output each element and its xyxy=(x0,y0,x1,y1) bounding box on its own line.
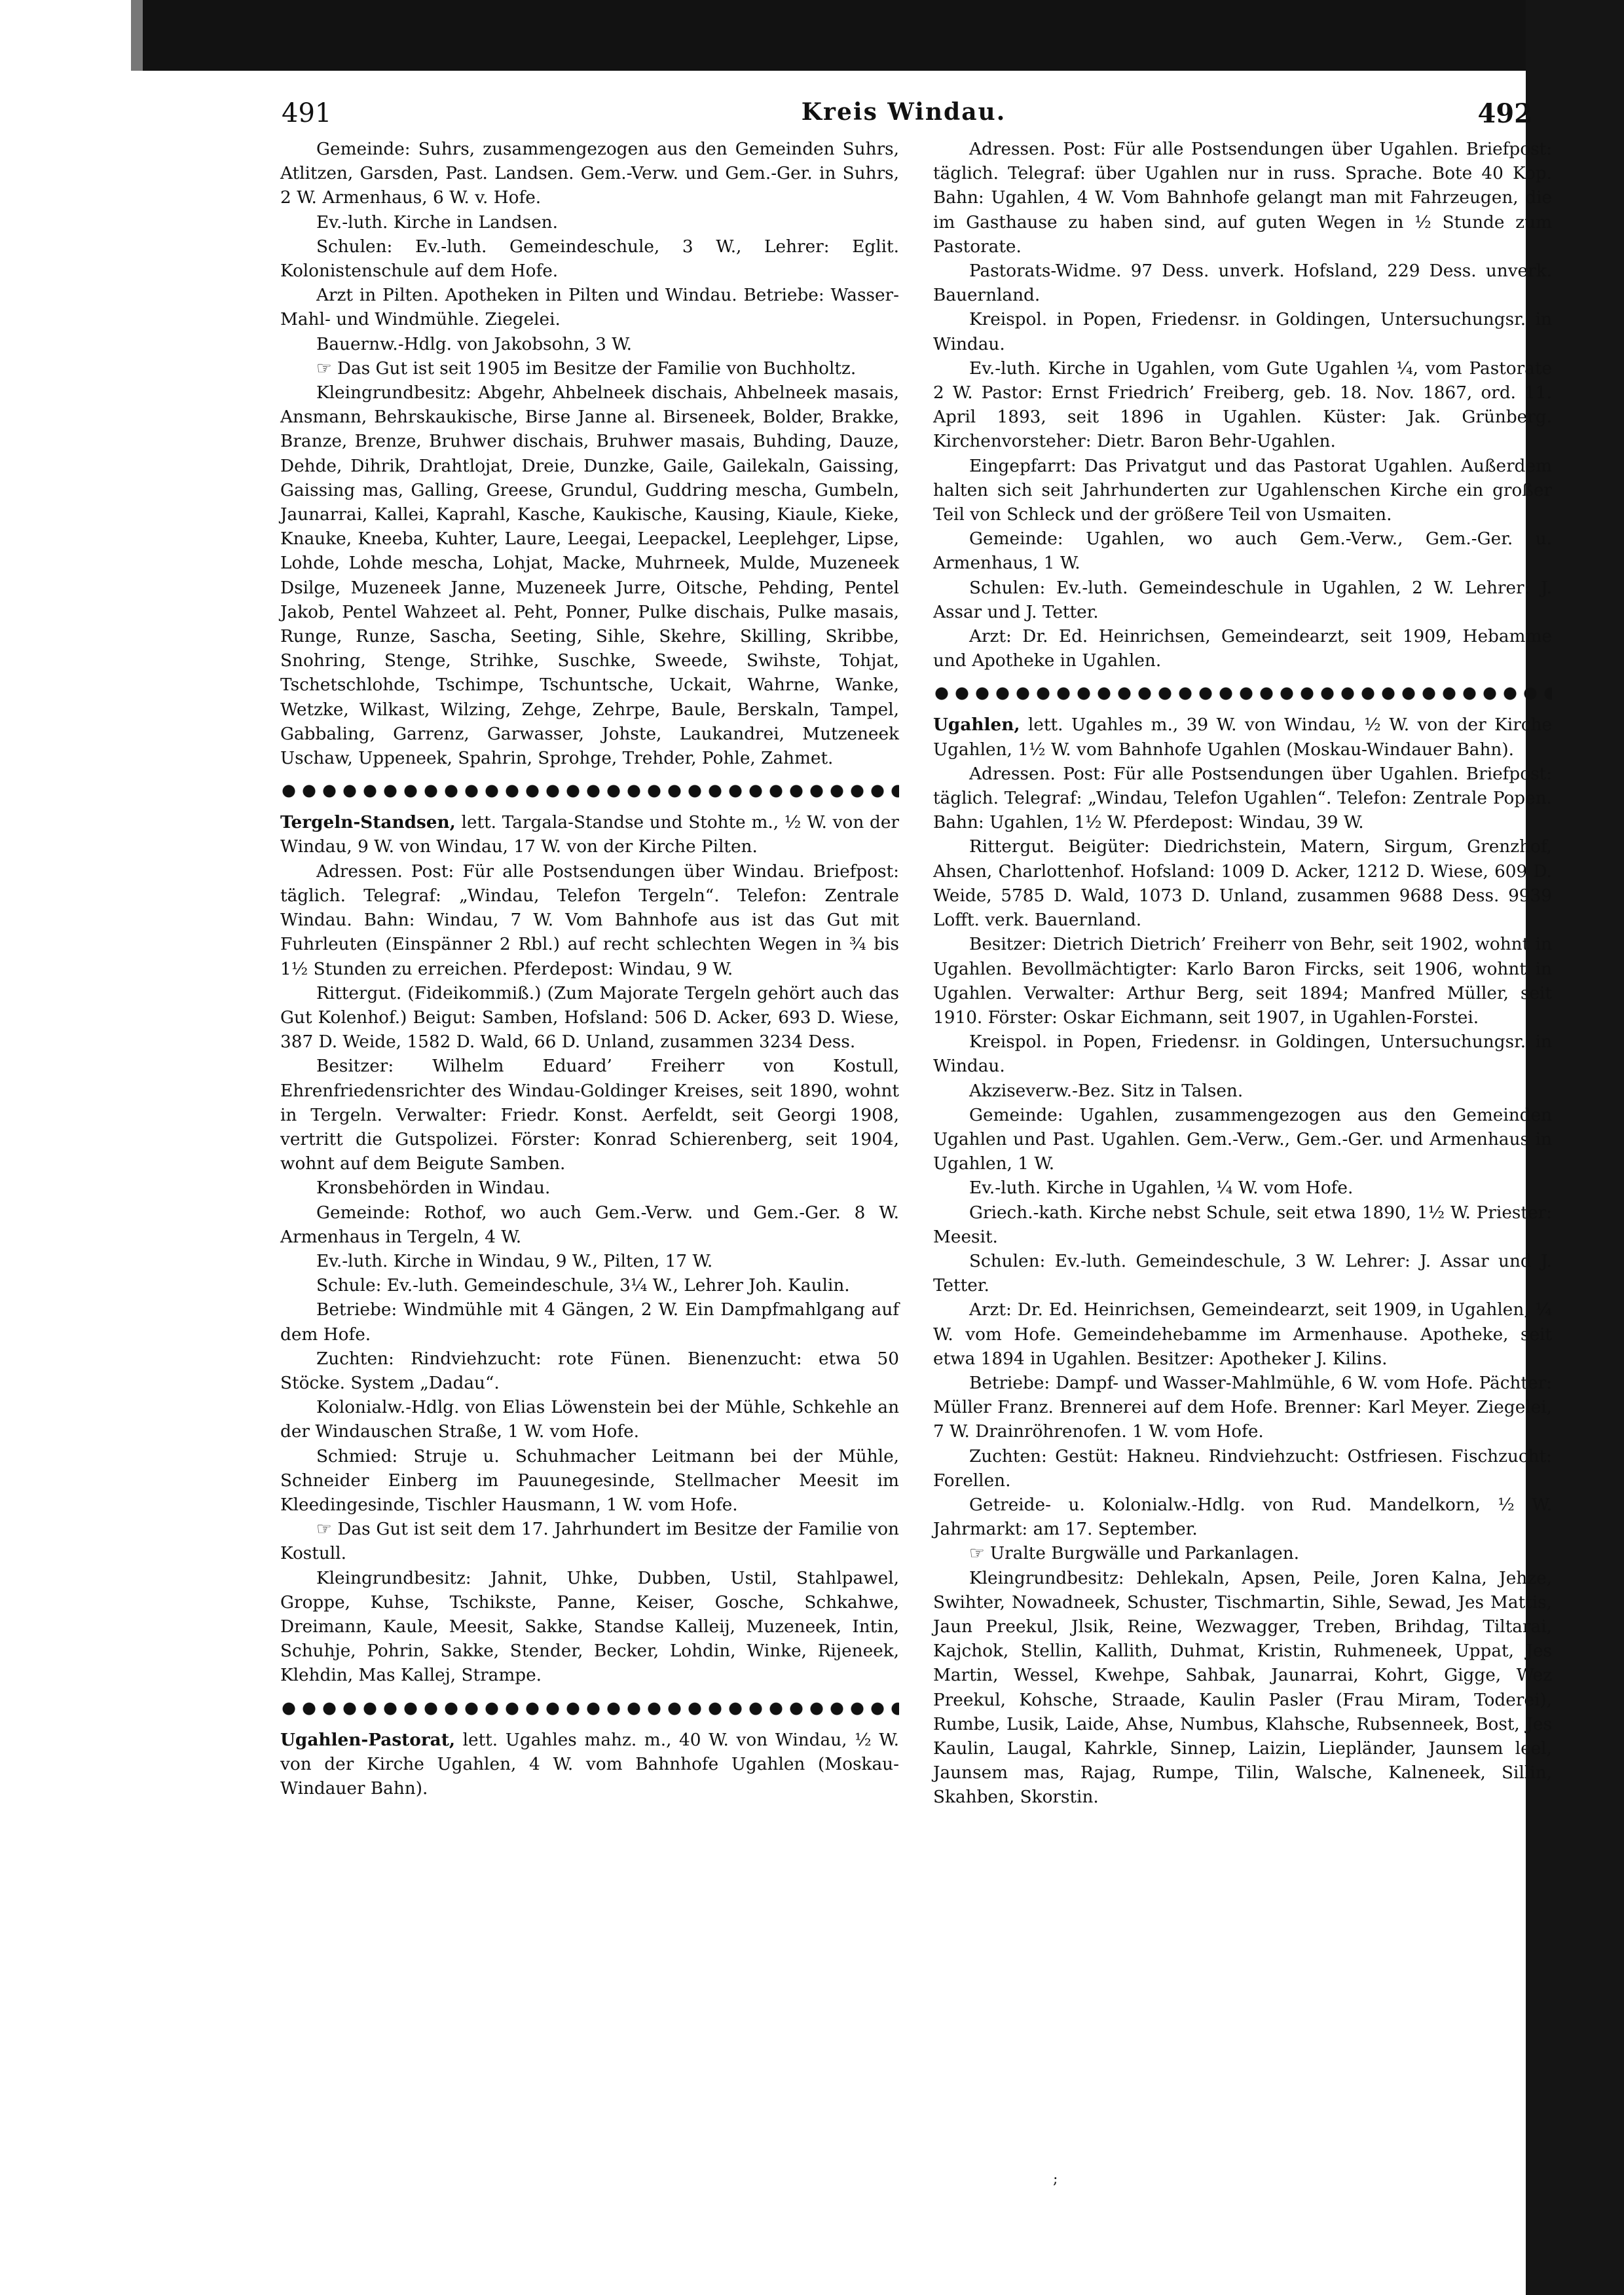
entry-paragraph: Betriebe: Windmühle mit 4 Gängen, 2 W. Ein Dampfmahlgang auf dem Hofe. xyxy=(280,1300,899,1345)
entry-paragraph: Zuchten: Rindviehzucht: rote Fünen. Bienenzucht: etwa 50 Stöcke. System „Dadau“. xyxy=(280,1349,899,1393)
entry-paragraph: Kolonialw.-Hdlg. von Elias Löwenstein bei der Mühle, Schkehle an der Windauschen Straße, 1 W. vom Hofe. xyxy=(280,1398,899,1442)
place-entry xyxy=(280,810,899,859)
scan-dark-border-top xyxy=(143,0,1624,71)
place-description: lett. Ugahles m., 39 W. von Windau, ½ W. von der Kirche Ugahlen, 1½ W. vom Bahnhofe Ugahlen (Moskau-Windauer Bahn). xyxy=(933,715,1552,760)
entry-paragraph: Zuchten: Gestüt: Hakneu. Rindviehzucht: Ostfriesen. Fischzucht: Forellen. xyxy=(933,1446,1552,1491)
place-description: lett. Targala-Standse und Stohte m., ½ W. von der Windau, 9 W. von Windau, 17 W. von der Kirche Pilten. xyxy=(280,813,899,857)
ornament-divider xyxy=(280,1700,899,1717)
entry-paragraph: Schulen: Ev.-luth. Gemeindeschule, 3 W. Lehrer: J. Assar und J. Tetter. xyxy=(933,1251,1552,1296)
entry-paragraph: Eingepfarrt: Das Privatgut und das Pastorat Ugahlen. Außerdem halten sich seit Jahrhunderten zur Ugahlenschen Kirche ein großer Teil von Schleck und der größere Teil von Usmaiten. xyxy=(933,456,1552,525)
entry-paragraph: Pastorats-Widme. 97 Dess. unverk. Hofsland, 229 Dess. unverk. Bauernland. xyxy=(933,261,1552,306)
entry-paragraph: Adressen. Post: Für alle Postsendungen über Windau. Briefpost: täglich. Telegraf: „Windau, Telefon Tergeln“. Telefon: Zentrale Windau. Bahn: Windau, 7 W. Vom Bahnhofe aus ist das Gut mit Fuhrleuten (Einspänner 2 Rbl.) auf recht schlechten Wegen in ¾ bis 1½ Stunden zu erreichen. Pferdepost: Windau, 9 W. xyxy=(280,861,899,979)
entry-paragraph: Betriebe: Dampf- und Wasser-Mahlmühle, 6 W. vom Hofe. Pächter: Müller Franz. Brennerei auf dem Hofe. Brenner: Karl Meyer. Ziegelei, 7 W. Drainröhrenofen. 1 W. vom Hofe. xyxy=(933,1373,1552,1442)
entry-paragraph: Adressen. Post: Für alle Postsendungen über Ugahlen. Briefpost: täglich. Telegraf: über Ugahlen nur in russ. Sprache. Bote 40 Kop. Bahn: Ugahlen, 4 W. Vom Bahnhofe gelangt man mit Fahrzeugen, die im Gasthause zu haben sind, auf guten Wegen in ½ Stunde zum Pastorate. xyxy=(933,140,1552,257)
place-entry xyxy=(933,713,1552,762)
entry-paragraph: ☞ Das Gut ist seit dem 17. Jahrhundert im Besitze der Familie von Kostull. xyxy=(280,1520,899,1564)
entry-paragraph: Arzt: Dr. Ed. Heinrichsen, Gemeindearzt, seit 1909, Hebamme und Apotheke in Ugahlen. xyxy=(933,627,1552,671)
stray-mark: ; xyxy=(1053,2171,1058,2188)
place-name: Ugahlen, xyxy=(933,715,1020,736)
place-entry xyxy=(280,1728,899,1802)
place-name: Ugahlen-Pastorat, xyxy=(280,1729,456,1750)
entry-paragraph: ☞ Uralte Burgwälle und Parkanlagen. xyxy=(969,1544,1299,1564)
left-text-column xyxy=(280,138,899,1801)
entry-paragraph: ☞ Das Gut ist seit 1905 im Besitze der Familie von Buchholtz. xyxy=(316,358,857,379)
right-text-column xyxy=(933,138,1552,1810)
entry-paragraph: Akziseverw.-Bez. Sitz in Talsen. xyxy=(969,1081,1244,1101)
entry-paragraph: Schulen: Ev.-luth. Gemeindeschule, 3 W., Lehrer: Eglit. Kolonistenschule auf dem Hofe. xyxy=(280,236,899,282)
page-number-right: 492 xyxy=(1477,98,1532,129)
entry-paragraph: Ev.-luth. Kirche in Windau, 9 W., Pilten, 17 W. xyxy=(316,1251,713,1271)
entry-paragraph: Arzt in Pilten. Apotheken in Pilten und Windau. Betriebe: Wasser-Mahl- und Windmühle. Ziegelei. xyxy=(280,286,899,330)
entry-paragraph: Gemeinde: Suhrs, zusammengezogen aus den Gemeinden Suhrs, Atlitzen, Garsden, Past. Landsen. Gem.-Verw. und Gem.-Ger. in Suhrs, 2 W. Armenhaus, 6 W. v. Hofe. xyxy=(280,140,899,208)
entry-paragraph: Ev.-luth. Kirche in Ugahlen, ¼ W. vom Hofe. xyxy=(969,1178,1354,1199)
entry-paragraph: Schule: Ev.-luth. Gemeindeschule, 3¼ W., Lehrer Joh. Kaulin. xyxy=(316,1276,850,1296)
entry-paragraph: Ev.-luth. Kirche in Ugahlen, vom Gute Ugahlen ¼, vom Pastorate 2 W. Pastor: Ernst Friedrich’ Freiberg, geb. 18. Nov. 1867, ord. 11. April 1893, seit 1896 in Ugahlen. Küster: Jak. Grünberg. Kirchenvorsteher: Dietr. Baron Behr-Ugahlen. xyxy=(933,358,1552,452)
place-description: lett. Ugahles mahz. m., 40 W. von Windau, ½ W. von der Kirche Ugahlen, 4 W. vom Bahnhofe Ugahlen (Moskau-Windauer Bahn). xyxy=(280,1730,899,1799)
running-header xyxy=(282,98,1532,138)
entry-paragraph: Getreide- u. Kolonialw.-Hdlg. von Rud. Mandelkorn, ½ W. Jahrmarkt: am 17. September. xyxy=(933,1495,1552,1540)
entry-paragraph: Griech.-kath. Kirche nebst Schule, seit etwa 1890, 1½ W. Priester: Meesit. xyxy=(933,1203,1552,1247)
entry-paragraph: Kleingrundbesitz: Dehlekaln, Apsen, Peile, Joren Kalna, Jehze, Swihter, Nowadneek, Schuster, Tischmartin, Sihle, Sewad, Jes Mattis, Jaun Preekul, Jlsik, Reine, Wezwagger, Treben, Brihdag, Tiltarai, Kajchok, Stellin, Kallith, Duhmat, Kristin, Ruhmeneek, Uppat, Jes Martin, Wessel, Kwehpe, Sahbak, Jaunarrai, Kohrt, Gigge, Wez Preekul, Kohsche, Straade, Kaulin Pasler (Frau Miram, Toderei), Rumbe, Lusik, Laide, Ahse, Numbus, Klahsche, Rubsenneek, Bost, Jes Kaulin, Laugal, Kahrkle, Sinnep, Laizin, Liepländer, Jaunsem leel, Jaunsem mas, Rajag, Rumpe, Tilin, Walsche, Kalneneek, Sillin, Skahben, Skorstin. xyxy=(933,1568,1552,1808)
ornament-divider xyxy=(280,783,899,800)
entry-paragraph: Rittergut. (Fideikommiß.) (Zum Majorate Tergeln gehört auch das Gut Kolenhof.) Beigut: Samben, Hofsland: 506 D. Acker, 693 D. Wiese, 387 D. Weide, 1582 D. Wald, 66 D. Unland, zusammen 3234 Dess. xyxy=(280,983,899,1053)
entry-paragraph: Rittergut. Beigüter: Diedrichstein, Matern, Sirgum, Grenzhof, Ahsen, Charlottenhof. Hofsland: 1009 D. Acker, 1212 D. Wiese, 609 D. Weide, 5785 D. Wald, 1073 D. Unland, zusammen 9688 Dess. 9939 Lofft. verk. Bauernland. xyxy=(933,837,1552,931)
entry-paragraph: Adressen. Post: Für alle Postsendungen über Ugahlen. Briefpost: täglich. Telegraf: „Windau, Telefon Ugahlen“. Telefon: Zentrale Popen. Bahn: Ugahlen, 1½ W. Pferdepost: Windau, 39 W. xyxy=(933,764,1552,833)
entry-paragraph: Kleingrundbesitz: Jahnit, Uhke, Dubben, Ustil, Stahlpawel, Groppe, Kuhse, Tschikste, Panne, Keiser, Gosche, Schkahwe, Dreimann, Kaule, Meesit, Sakke, Standse Kalleij, Muzeneek, Intin, Schuhje, Pohrin, Sakke, Stender, Becker, Lohdin, Winke, Rijeneek, Klehdin, Mas Kallej, Strampe. xyxy=(280,1568,899,1686)
entry-paragraph: Ev.-luth. Kirche in Landsen. xyxy=(316,212,558,233)
entry-paragraph: Besitzer: Dietrich Dietrich’ Freiherr von Behr, seit 1902, wohnt in Ugahlen. Bevollmächtigter: Karlo Baron Fircks, seit 1906, wohnt in Ugahlen. Verwalter: Arthur Berg, seit 1894; Manfred Müller, seit 1910. Förster: Oskar Eichmann, seit 1907, in Ugahlen-Forstei. xyxy=(933,935,1552,1028)
entry-paragraph: Kreispol. in Popen, Friedensr. in Goldingen, Untersuchungsr. in Windau. xyxy=(933,1032,1552,1077)
entry-paragraph: Kreispol. in Popen, Friedensr. in Goldingen, Untersuchungsr. in Windau. xyxy=(933,310,1552,354)
entry-paragraph: Kronsbehörden in Windau. xyxy=(316,1178,551,1199)
entry-paragraph: Schmied: Struje u. Schuhmacher Leitmann bei der Mühle, Schneider Einberg im Pauunegesinde, Stellmacher Meesit im Kleedingesinde, Tischler Hausmann, 1 W. vom Hofe. xyxy=(280,1446,899,1515)
entry-paragraph: Schulen: Ev.-luth. Gemeindeschule in Ugahlen, 2 W. Lehrer: J. Assar und J. Tetter. xyxy=(933,578,1552,622)
entry-paragraph: Gemeinde: Ugahlen, wo auch Gem.-Verw., Gem.-Ger. u. Armenhaus, 1 W. xyxy=(933,529,1552,574)
entry-paragraph: Arzt: Dr. Ed. Heinrichsen, Gemeindearzt, seit 1909, in Ugahlen, ¼ W. vom Hofe. Gemeindehebamme im Armenhause. Apotheke, seit etwa 1894 in Ugahlen. Besitzer: Apotheker J. Kilins. xyxy=(933,1300,1552,1369)
scan-shadow-left xyxy=(131,0,143,71)
place-name: Tergeln-Standsen, xyxy=(280,812,456,833)
ornament-divider xyxy=(933,685,1552,702)
entry-paragraph: Besitzer: Wilhelm Eduard’ Freiherr von Kostull, Ehrenfriedensrichter des Windau-Goldinger Kreises, seit 1890, wohnt in Tergeln. Verwalter: Friedr. Konst. Aerfeldt, seit Georgi 1908, vertritt die Gutspolizei. Förster: Konrad Schierenberg, seit 1904, wohnt auf dem Beigute Samben. xyxy=(280,1056,899,1174)
page-number-left: 491 xyxy=(282,98,332,128)
running-title: Kreis Windau. xyxy=(801,98,1006,126)
entry-paragraph: Bauernw.-Hdlg. von Jakobsohn, 3 W. xyxy=(316,334,632,354)
entry-paragraph: Kleingrundbesitz: Abgehr, Ahbelneek dischais, Ahbelneek masais, Ansmann, Behrskaukische, Birse Janne al. Birseneek, Bolder, Brakke, Branze, Brenze, Bruhwer dischais, Bruhwer masais, Buhding, Dauze, Dehde, Dihrik, Drahtlojat, Dreie, Dunzke, Gaile, Gailekaln, Gaissing, Gaissing mas, Galling, Greese, Grundul, Guddring mescha, Gumbeln, Jaunarrai, Kallei, Kaprahl, Kasche, Kaukische, Kausing, Kiaule, Kieke, Knauke, Kneeba, Kuhter, Laure, Leegai, Leepackel, Leeplehger, Lipse, Lohde, Lohde mescha, Lohjat, Macke, Muhrneek, Mulde, Muzeneek Dsilge, Muzeneek Janne, Muzeneek Jurre, Oitsche, Pehding, Pentel Jakob, Pentel Wahzeet al. Peht, Ponner, Pulke dischais, Pulke masais, Runge, Runze, Sascha, Seeting, Sihle, Skehre, Skilling, Skribbe, Snohring, Stenge, Strihke, Suschke, Sweede, Swihste, Tohjat, Tschetschlohde, Tschimpe, Tschuntsche, Uckait, Wahrne, Wanke, Wetzke, Wilkast, Wilzing, Zehge, Zehrpe, Baule, Berskaln, Tampel, Gabbaling, Garrenz, Garwasser, Johste, Laukandrei, Mutzeneek Uschaw, Uppeneek, Spahrin, Sprohge, Trehder, Pohle, Zahmet. xyxy=(280,383,899,769)
entry-paragraph: Gemeinde: Rothof, wo auch Gem.-Verw. und Gem.-Ger. 8 W. Armenhaus in Tergeln, 4 W. xyxy=(280,1203,899,1247)
entry-paragraph: Gemeinde: Ugahlen, zusammengezogen aus den Gemeinden Ugahlen und Past. Ugahlen. Gem.-Verw., Gem.-Ger. und Armenhaus in Ugahlen, 1 W. xyxy=(933,1105,1552,1174)
